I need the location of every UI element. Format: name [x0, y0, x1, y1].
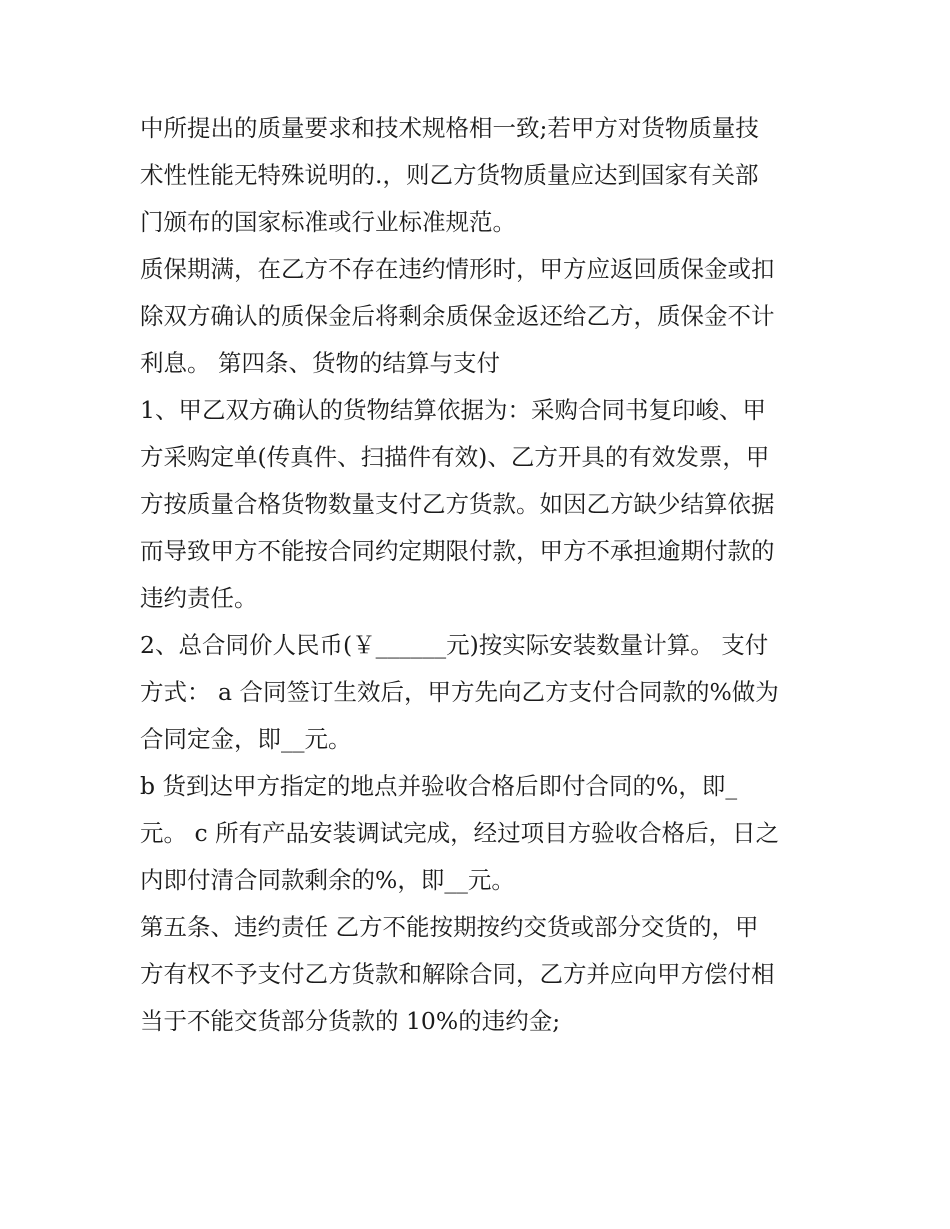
paragraph-breach-liability	[140, 904, 820, 1045]
text-line: 方有权不予支付乙方货款和解除合同，乙方并应向甲方偿付相	[140, 960, 775, 988]
text-line: 利息。 第四条、货物的结算与支付	[140, 349, 500, 377]
text-line: 门颁布的国家标准或行业标准规范。	[140, 208, 516, 236]
text-line: 第五条、违约责任 乙方不能按期按约交货或部分交货的，甲	[140, 913, 759, 941]
text-line: 术性性能无特殊说明的.，则乙方货物质量应达到国家有关部	[140, 161, 759, 189]
text-line: 而导致甲方不能按合同约定期限付款，甲方不承担逾期付款的	[140, 537, 775, 565]
text-line: 方式： a 合同签订生效后，甲方先向乙方支付合同款的%做为	[140, 678, 779, 706]
paragraph-payment-terms	[140, 763, 820, 904]
text-line: 质保期满，在乙方不存在违约情形时，甲方应返回质保金或扣	[140, 255, 775, 283]
text-line: 合同定金，即__元。	[140, 725, 352, 753]
paragraph-quality-standard	[140, 105, 820, 246]
paragraph-contract-price	[140, 622, 820, 763]
text-line: 2、总合同价人民币(￥______元)按实际安装数量计算。 支付	[140, 631, 769, 659]
document-body	[140, 105, 820, 1045]
text-line: 1、甲乙双方确认的货物结算依据为：采购合同书复印峻、甲	[140, 396, 766, 424]
text-line: 中所提出的质量要求和技术规格相一致;若甲方对货物质量技	[140, 114, 759, 142]
text-line: 违约责任。	[140, 584, 258, 612]
text-line: 方采购定单(传真件、扫描件有效)、乙方开具的有效发票，甲	[140, 443, 770, 471]
text-line: 除双方确认的质保金后将剩余质保金返还给乙方，质保金不计	[140, 302, 775, 330]
paragraph-settlement-basis	[140, 387, 820, 622]
text-line: 元。 c 所有产品安装调试完成，经过项目方验收合格后，日之	[140, 819, 780, 847]
text-line: 当于不能交货部分货款的 10%的违约金;	[140, 1007, 561, 1035]
text-line: 内即付清合同款剩余的%，即__元。	[140, 866, 515, 894]
paragraph-warranty-deposit	[140, 246, 820, 387]
text-line: b 货到达甲方指定的地点并验收合格后即付合同的%，即_	[140, 772, 738, 800]
text-line: 方按质量合格货物数量支付乙方货款。如因乙方缺少结算依据	[140, 490, 775, 518]
